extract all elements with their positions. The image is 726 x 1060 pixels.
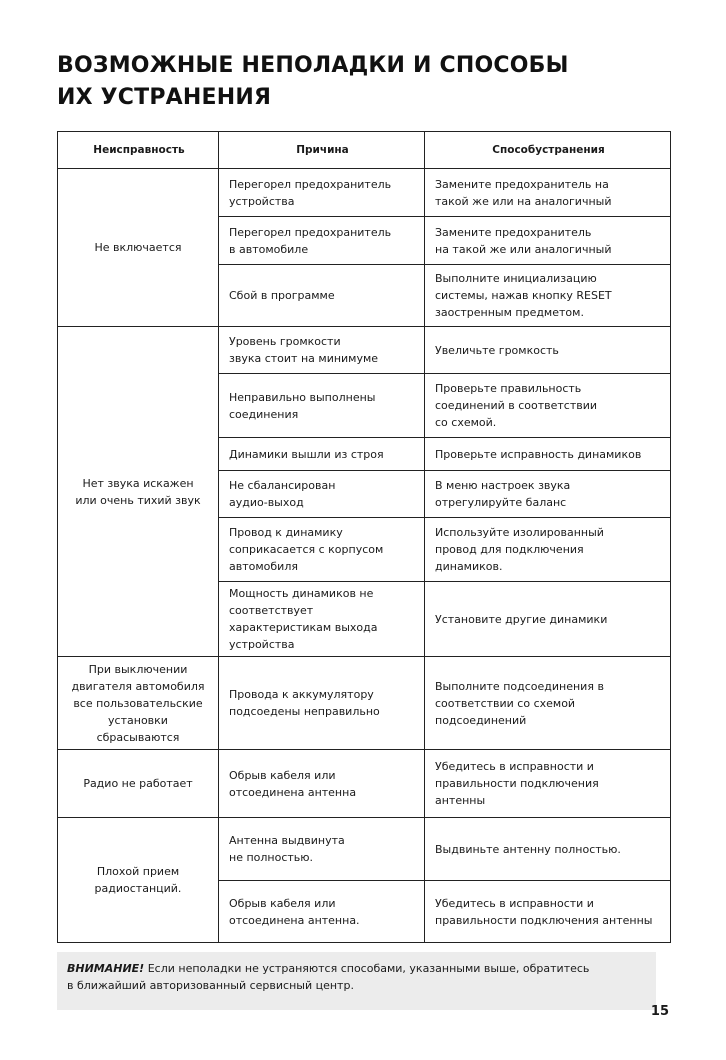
problem-cell: При выключении двигателя автомобиля все пользовательские установки сбрасываются: [58, 657, 219, 750]
warning-text: Если неполадки не устраняются способами, указанными выше, обратитесь в ближайший авторизованный сервисный центр.: [67, 962, 590, 992]
table-row: [58, 169, 671, 217]
remedy-cell: Замените предохранитель на такой же или аналогичный: [425, 217, 671, 265]
remedy-cell: Установите другие динамики: [425, 582, 671, 657]
cause-cell: Сбой в программе: [219, 265, 425, 327]
table-row: [58, 327, 671, 374]
table-header-row: [58, 132, 671, 169]
cause-cell: Не сбалансирован аудио-выход: [219, 471, 425, 518]
remedy-cell: Увеличьте громкость: [425, 327, 671, 374]
cause-cell: Неправильно выполнены соединения: [219, 374, 425, 438]
page-title: ВОЗМОЖНЫЕ НЕПОЛАДКИ И СПОСОБЫ ИХ УСТРАНЕНИЯ: [57, 53, 569, 110]
problem-cell: Плохой прием радиостанций.: [58, 818, 219, 943]
cause-cell: Перегорел предохранитель в автомобиле: [219, 217, 425, 265]
cause-cell: Мощность динамиков не соответствует характеристикам выхода устройства: [219, 582, 425, 657]
cause-cell: Антенна выдвинута не полностью.: [219, 818, 425, 881]
remedy-cell: Выполните инициализацию системы, нажав кнопку RESET заостренным предметом.: [425, 265, 671, 327]
table-row: [58, 750, 671, 818]
header-cause: Причина: [219, 132, 425, 169]
remedy-cell: Замените предохранитель на такой же или на аналогичный: [425, 169, 671, 217]
page-number: 15: [650, 1004, 669, 1019]
remedy-cell: Проверьте исправность динамиков: [425, 438, 671, 471]
cause-cell: Провод к динамику соприкасается с корпусом автомобиля: [219, 518, 425, 582]
remedy-cell: Выдвиньте антенну полностью.: [425, 818, 671, 881]
remedy-cell: Убедитесь в исправности и правильности подключения антенны: [425, 750, 671, 818]
cause-cell: Обрыв кабеля или отсоединена антенна.: [219, 881, 425, 943]
cause-cell: Перегорел предохранитель устройства: [219, 169, 425, 217]
problem-cell: Не включается: [58, 169, 219, 327]
cause-cell: Обрыв кабеля или отсоединена антенна: [219, 750, 425, 818]
header-problem: Неисправность: [58, 132, 219, 169]
table-body: [58, 169, 671, 943]
troubleshooting-table: [57, 131, 671, 943]
remedy-cell: Выполните подсоединения в соответствии со схемой подсоединений: [425, 657, 671, 750]
header-remedy: Способустранения: [425, 132, 671, 169]
remedy-cell: Используйте изолированный провод для подключения динамиков.: [425, 518, 671, 582]
cause-cell: Динамики вышли из строя: [219, 438, 425, 471]
problem-cell: Нет звука искажен или очень тихий звук: [58, 327, 219, 657]
table-row: [58, 818, 671, 881]
table-row: [58, 657, 671, 750]
cause-cell: Провода к аккумулятору подсоедены неправильно: [219, 657, 425, 750]
remedy-cell: Проверьте правильность соединений в соответствии со схемой.: [425, 374, 671, 438]
remedy-cell: Убедитесь в исправности и правильности подключения антенны: [425, 881, 671, 943]
problem-cell: Радио не работает: [58, 750, 219, 818]
cause-cell: Уровень громкости звука стоит на минимуме: [219, 327, 425, 374]
warning-label: ВНИМАНИЕ!: [67, 962, 145, 975]
warning-note: [57, 952, 656, 1010]
remedy-cell: В меню настроек звука отрегулируйте баланс: [425, 471, 671, 518]
